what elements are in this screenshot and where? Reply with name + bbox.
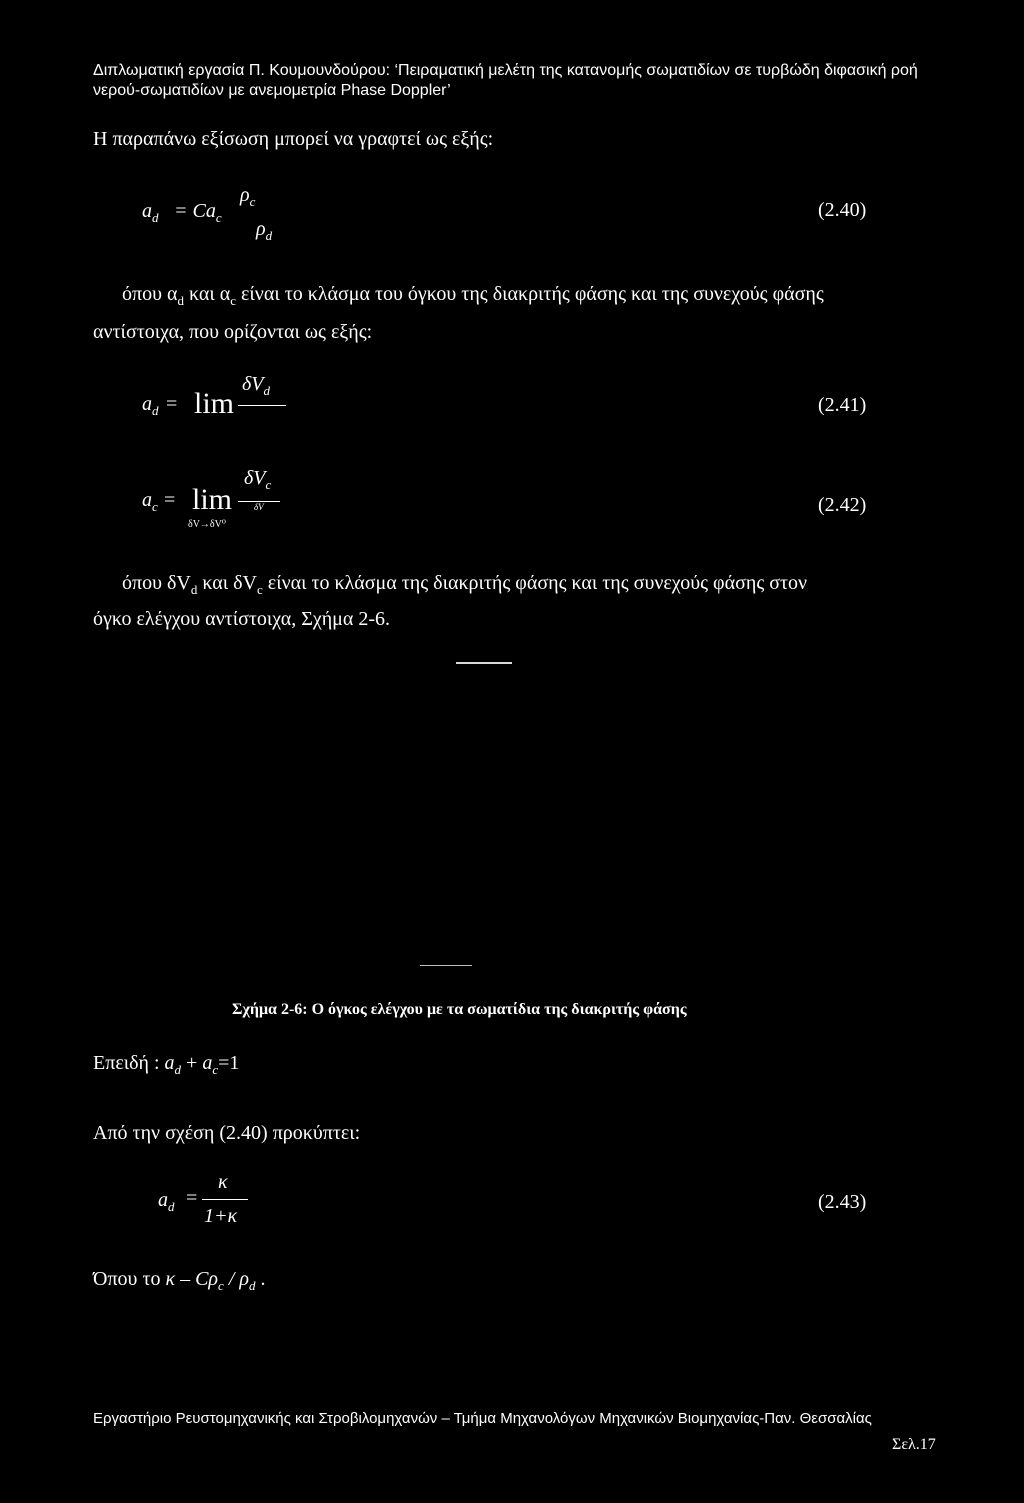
eq40-numerator: $\rho_c$ [240, 184, 256, 209]
equation-2-41 [142, 375, 302, 445]
since-line: Επειδή : $a_d + a_c=1$ [93, 1052, 240, 1077]
from-relation-text: Από την σχέση (2.40) προκύπτει: [93, 1122, 361, 1144]
equation-number-2-40: (2.40) [818, 199, 867, 221]
running-header-line2: νερού-σωματιδίων με ανεμομετρία Phase Doppler’ [93, 82, 451, 99]
equation-number-2-43: (2.43) [818, 1191, 867, 1213]
eq43-fraction-bar [202, 1199, 248, 1200]
page-number: Σελ.17 [892, 1436, 936, 1453]
eq41-numerator: $\delta V_d$ [242, 373, 271, 398]
eq43-lhs: $a_d$ [158, 1189, 175, 1214]
eq40-denominator: $\rho_d$ [256, 218, 273, 243]
eq42-equals: = [164, 489, 176, 511]
eq43-equals: = [186, 1187, 198, 1209]
figure-caption: Σχήμα 2-6: Ο όγκος ελέγχου με τα σωματίδια της διακριτής φάσης [232, 1001, 687, 1018]
where-kappa-line: Όπου το κ – $C\rho_c / \rho_d$ . [93, 1268, 266, 1293]
eq42-lim-subscript: δV→δV⁰ [188, 519, 226, 530]
eq42-lim: lim [192, 483, 233, 516]
running-header-line1: Διπλωματική εργασία Π. Κουμουνδούρου: ‘Πειραματική μελέτη της κατανομής σωματιδίων σε τυρβώδη διφασική ροή [93, 62, 918, 79]
equation-2-40 [142, 184, 282, 260]
footer-lab: Εργαστήριο Ρευστομηχανικής και Στροβιλομηχανών – Τμήμα Μηχανολόγων Μηχανικών Βιομηχανίας-Παν. Θεσσαλίας [93, 1410, 872, 1427]
equation-number-2-42: (2.42) [818, 494, 867, 516]
paragraph-2-line1: όπου $\delta V_d$ και $\delta V_c$ είναι το κλάσμα της διακριτής φάσης και της συνεχούς φάσης στον [122, 572, 808, 597]
eq42-denominator-fragment: δV [254, 502, 264, 512]
eq41-lim: lim [194, 387, 235, 420]
eq40-lhs: $a_d$ [142, 200, 159, 225]
paragraph-2-line2: όγκο ελέγχου αντίστοιχα, Σχήμα 2-6. [93, 608, 391, 630]
eq42-numerator: $\delta V_c$ [244, 467, 272, 492]
eq43-numerator: κ [218, 1171, 228, 1193]
paragraph-1-line2: αντίστοιχα, που ορίζονται ως εξής: [93, 321, 373, 343]
intro-text: Η παραπάνω εξίσωση μπορεί να γραφτεί ως εξής: [93, 128, 494, 150]
eq41-fraction-bar [238, 405, 286, 406]
figure-top-stroke [456, 662, 512, 664]
eq41-equals: = [166, 393, 178, 415]
eq42-lhs: $a_c$ [142, 489, 158, 514]
eq41-lhs: $a_d$ [142, 393, 159, 418]
paragraph-1-line1: όπου $\alpha_d$ και $\alpha_c$ είναι το κλάσμα του όγκου της διακριτής φάσης και της συνεχούς φάσης [122, 283, 824, 308]
figure-bottom-stroke [420, 965, 472, 966]
eq40-coef: = $Ca_c$ [174, 200, 222, 225]
equation-2-43 [158, 1171, 278, 1245]
eq43-denominator: 1+κ [204, 1205, 238, 1227]
equation-number-2-41: (2.41) [818, 394, 867, 416]
equation-2-42 [142, 465, 302, 545]
